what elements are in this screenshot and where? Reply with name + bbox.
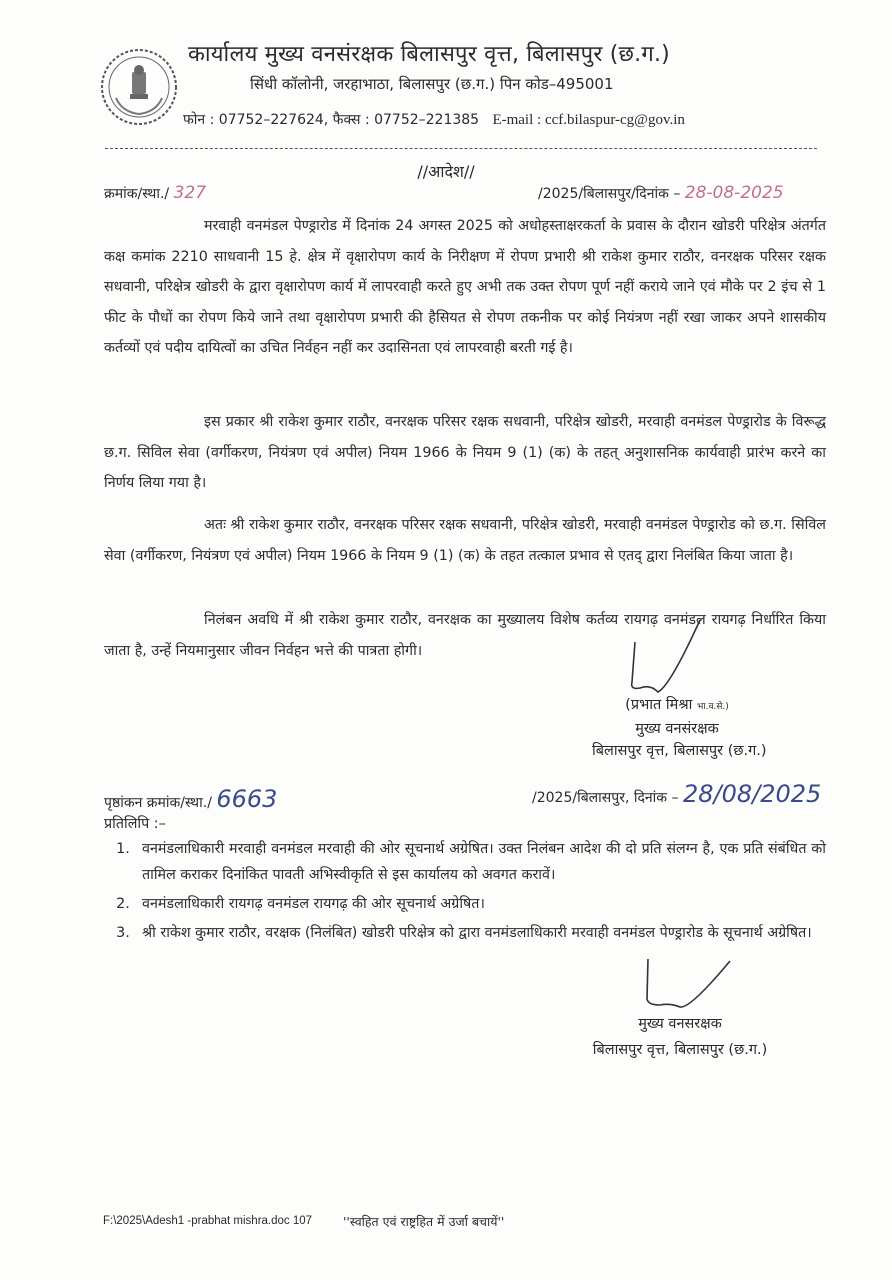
signature-2-icon	[630, 955, 750, 1015]
ref-suffix: /2025/बिलासपुर/दिनांक –	[538, 186, 681, 202]
office-title: कार्यालय मुख्य वनसंरक्षक बिलासपुर वृत्त, बिलासपुर (छ.ग.)	[188, 42, 670, 67]
endorsement-signatory-designation: मुख्य वनसरक्षक	[638, 1016, 722, 1032]
office-contact	[183, 110, 685, 129]
endorsement-signatory	[565, 1013, 795, 1061]
order-date-line	[538, 183, 784, 203]
endorsement-reference	[104, 785, 277, 813]
copy-list-item: 3. श्री राकेश कुमार राठौर, वरक्षक (निलंबित) खोडरी परिक्षेत्र को द्वारा वनमंडलाधिकारी मरवाही वनमंडल पेण्ड्रारोड के सूचनार्थ अग्रेषित।	[116, 925, 812, 941]
signatory-name: (प्रभात मिश्रा	[625, 697, 693, 713]
phone-fax: फोन : 07752–227624, फैक्स : 07752–221385	[183, 112, 480, 128]
order-paragraph-2: इस प्रकार श्री राकेश कुमार राठौर, वनरक्षक परिसर रक्षक सधवानी, परिक्षेत्र खोडरी, मरवाही वनमंडल पेण्ड्रारोड के विरूद्ध छ.ग. सिविल सेवा (वर्गीकरण, नियंत्रण एवं अपील) नियम 1966 के नियम 9 (1) (क) के तहत् अनुशासनिक कार्यवाही प्रारंभ करने का निर्णय लिया गया है।	[104, 414, 826, 491]
ref-number-handwritten: 327	[173, 183, 207, 203]
order-paragraph-4: निलंबन अवधि में श्री राकेश कुमार राठौर, वनरक्षक का मुख्यालय विशेष कर्तव्य रायगढ़ वनमंडल रायगढ़ निर्धारित किया जाता है, उन्हें नियमानुसार जीवन निर्वहन भत्ते की पात्रता होगी।	[104, 612, 826, 659]
file-path: F:\2025\Adesh1 -prabhat mishra.doc 107	[103, 1215, 313, 1227]
signatory-office: बिलासपुर वृत्त, बिलासपुर (छ.ग.)	[592, 743, 767, 759]
signatory-service: भा.व.से.)	[696, 702, 729, 712]
signatory-designation: मुख्य वनसंरक्षक	[635, 721, 719, 737]
order-reference	[104, 183, 206, 203]
endorsement-ref-suffix: /2025/बिलासपुर, दिनांक –	[532, 790, 679, 806]
order-signatory	[592, 694, 767, 762]
endorsement-number-handwritten: 6663	[216, 785, 278, 813]
copy-list	[104, 836, 826, 949]
office-address: सिंधी कॉलोनी, जरहाभाठा, बिलासपुर (छ.ग.) पिन कोड–495001	[250, 75, 614, 93]
ref-label: क्रमांक/स्था./	[104, 186, 170, 202]
copy-to-label: प्रतिलिपि :–	[104, 816, 166, 832]
endorsement-signatory-office: बिलासपुर वृत्त, बिलासपुर (छ.ग.)	[592, 1042, 768, 1058]
energy-slogan: ''स्वहित एवं राष्ट्रहित में उर्जा बचायें''	[343, 1214, 505, 1229]
state-emblem-seal-icon	[100, 48, 178, 126]
copy-list-item: 2. वनमंडलाधिकारी रायगढ़ वनमंडल रायगढ़ की ओर सूचनार्थ अग्रेषित।	[116, 896, 485, 912]
endorsement-date-handwritten: 28/08/2025	[682, 780, 822, 808]
copy-list-item: 1. वनमंडलाधिकारी मरवाही वनमंडल मरवाही की ओर सूचनार्थ अग्रेषित। उक्त निलंबन आदेश की दो प्रति संलग्न है, एक प्रति संबंधित को तामिल कराकर दिनांकित पावती अभिस्वीकृति से इस कार्यालय को अवगत करावें।	[116, 841, 826, 883]
header-divider	[105, 148, 817, 149]
endorsement-date-line	[532, 780, 821, 808]
order-date-handwritten: 28-08-2025	[684, 183, 784, 203]
order-paragraph-3: अतः श्री राकेश कुमार राठौर, वनरक्षक परिसर रक्षक सधवानी, परिक्षेत्र खोडरी, मरवाही वनमंडल पेण्ड्रारोड को छ.ग. सिविल सेवा (वर्गीकरण, नियंत्रण एवं अपील) नियम 1966 के नियम 9 (1) (क) के तहत तत्काल प्रभाव से एतद् द्वारा निलंबित किया जाता है।	[104, 517, 826, 564]
endorsement-ref-label: पृष्ठांकन क्रमांक/स्था./	[104, 795, 212, 811]
email-address: E-mail : ccf.bilaspur-cg@gov.in	[492, 112, 685, 128]
order-paragraph-1: मरवाही वनमंडल पेण्ड्रारोड में दिनांक 24 अगस्त 2025 को अधोहस्ताक्षरकर्ता के प्रवास के दौरान खोडरी परिक्षेत्र अंतर्गत कक्ष कमांक 2210 साधवानी 15 हे. क्षेत्र में वृक्षारोपण कार्य के निरीक्षण में रोपण प्रभारी श्री राकेश कुमार राठौर, वनरक्षक परिसर रक्षक सधवानी, परिक्षेत्र खोडरी के द्वारा वृक्षारोपण कार्य में लापरवाही करते हुए अभी तक उक्त रोपण पूर्ण नहीं कराये जाने एवं मौके पर 2 इंच से 1 फीट के पौधों का रोपण किये जाने तथा वृक्षारोपण प्रभारी की हैसियत से रोपण तकनीक पर कोई नियंत्रण नहीं रखा जाकर अपने शासकीय कर्तव्यों एवं पदीय दायित्वों का उचित निर्वहन नहीं कर उदासिनता एवं लापरवाही बरती गई है।	[104, 218, 826, 356]
order-title: //आदेश//	[417, 162, 475, 181]
